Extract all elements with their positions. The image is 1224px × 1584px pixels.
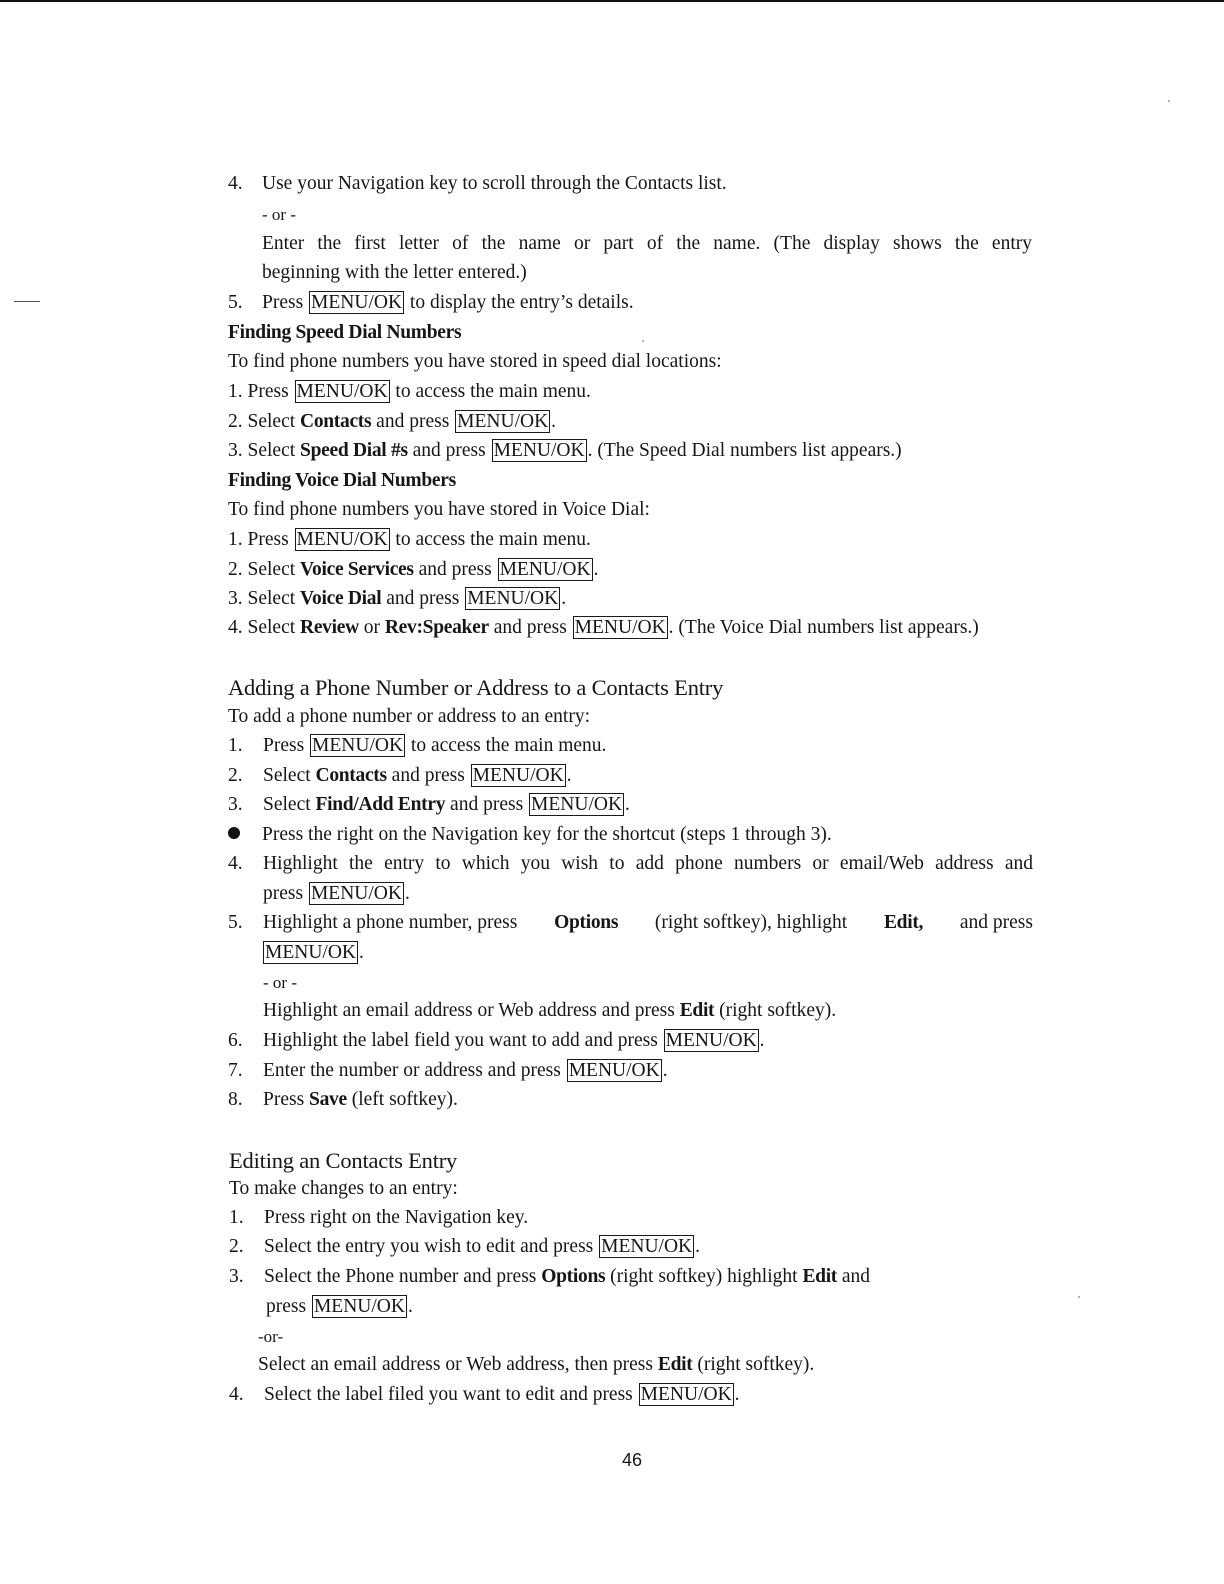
step-text: or	[363, 617, 380, 638]
menu-term: Find/Add Entry	[315, 794, 446, 815]
adding-step-1	[228, 734, 606, 758]
voice-dial-step-4	[228, 616, 979, 640]
adding-step-5-cont: MENU/OK .	[265, 942, 364, 963]
step-number: 5.	[228, 292, 243, 313]
menu-ok-key: MENU/OK	[601, 1236, 693, 1257]
scan-speck	[1168, 100, 1170, 102]
adding-shortcut-bullet	[228, 823, 832, 847]
step-4-line	[228, 172, 727, 196]
menu-ok-key: MENU/OK	[574, 617, 666, 638]
adding-step-5	[228, 911, 1033, 935]
step-number: 2.	[228, 765, 243, 786]
step-text: Highlight an email address or Web address and press	[263, 1000, 675, 1021]
adding-step-6: 6. Highlight the label field you want to add and press MENU/OK .	[228, 1030, 765, 1051]
step-text: 4. Select	[228, 617, 296, 638]
step-text: and press	[450, 794, 524, 815]
menu-term: Speed Dial #s	[300, 440, 408, 461]
menu-term: Options	[541, 1266, 606, 1287]
speed-dial-intro: To find phone numbers you have stored in speed dial locations:	[228, 351, 722, 372]
menu-term: Contacts	[315, 765, 387, 786]
menu-term: Review	[300, 617, 359, 638]
speed-dial-step-2: 2. Select Contacts and press MENU/OK .	[228, 411, 557, 432]
speed-dial-step-1	[228, 380, 591, 404]
menu-ok-key: MENU/OK	[640, 1384, 732, 1405]
speed-dial-step-3	[228, 439, 902, 463]
menu-term: Edit	[657, 1354, 693, 1375]
step-5-line	[228, 291, 634, 315]
menu-ok-key: MENU/OK	[313, 1296, 405, 1317]
step-text: to display the entry’s details.	[409, 292, 634, 313]
voice-dial-step-3: 3. Select Voice Dial and press MENU/OK .	[228, 588, 567, 609]
menu-ok-key: MENU/OK	[296, 529, 388, 550]
menu-ok-key: MENU/OK	[531, 794, 623, 815]
step-text: Press	[262, 292, 304, 313]
step-4-alt-line-1: Enter the first letter of the name or part of the name. (The display shows the entry	[262, 233, 1032, 254]
menu-ok-key: MENU/OK	[312, 735, 404, 756]
adding-step-8	[228, 1088, 458, 1112]
page-top-border	[0, 0, 1224, 2]
menu-ok-key: MENU/OK	[568, 1060, 660, 1081]
voice-dial-step-1	[228, 528, 591, 552]
step-text: Highlight the label field you want to add and press	[263, 1030, 658, 1051]
margin-mark	[14, 301, 40, 302]
editing-step-2: 2. Select the entry you wish to edit and press MENU/OK .	[229, 1236, 701, 1257]
step-text: Press the right on the Navigation key for the shortcut (steps 1 through 3).	[262, 824, 832, 845]
step-number: 1.	[228, 735, 243, 756]
voice-dial-intro: To find phone numbers you have stored in Voice Dial:	[228, 499, 650, 520]
page-number: 46	[622, 1450, 643, 1470]
menu-term: Edit	[679, 1000, 715, 1021]
or-separator: - or -	[262, 205, 296, 224]
step-text: Highlight a phone number, press	[263, 912, 518, 933]
menu-ok-key: MENU/OK	[467, 588, 559, 609]
step-number: 4.	[228, 173, 243, 194]
adding-step-4	[228, 852, 1033, 876]
editing-step-3-alt	[258, 1353, 814, 1377]
step-text: and press	[493, 617, 567, 638]
step-text: and press	[959, 912, 1033, 933]
menu-ok-key: MENU/OK	[311, 292, 403, 313]
adding-step-5-alt	[263, 999, 836, 1023]
adding-step-3: 3. Select Find/Add Entry and press MENU/OK .	[228, 794, 630, 815]
step-text: Select	[263, 765, 311, 786]
menu-ok-key: MENU/OK	[457, 411, 549, 432]
menu-ok-key: MENU/OK	[265, 942, 356, 963]
step-5-justified	[263, 911, 1033, 935]
menu-term: Contacts	[300, 411, 372, 432]
step-text: Select the label filed you want to edit and press	[264, 1384, 633, 1405]
step-text: Select an email address or Web address, then press	[258, 1354, 653, 1375]
step-text: . (The Voice Dial numbers list appears.)	[668, 617, 979, 638]
or-separator: - or -	[263, 973, 297, 992]
editing-step-3-cont: press MENU/OK .	[266, 1296, 413, 1317]
editing-intro: To make changes to an entry:	[229, 1178, 458, 1199]
step-text: Enter the number or address and press	[263, 1060, 561, 1081]
menu-ok-key: MENU/OK	[499, 559, 591, 580]
menu-ok-key: MENU/OK	[296, 381, 388, 402]
editing-step-1	[229, 1206, 528, 1230]
step-text: 1. Press	[228, 529, 289, 550]
step-text: 3. Select	[228, 440, 296, 461]
bullet-icon	[228, 827, 240, 839]
step-4-alt-line-2: beginning with the letter entered.)	[262, 262, 527, 283]
adding-step-7: 7. Enter the number or address and press MENU/OK .	[228, 1060, 668, 1081]
scan-speck	[1078, 1296, 1080, 1298]
step-text: and press	[391, 765, 465, 786]
menu-term: Edit	[802, 1266, 838, 1287]
adding-section-title: Adding a Phone Number or Address to a Contacts Entry	[228, 675, 724, 700]
step-text: 3. Select	[228, 588, 296, 609]
step-text: press	[266, 1296, 307, 1317]
step-text: . (The Speed Dial numbers list appears.)	[587, 440, 902, 461]
step-number: 4.	[229, 1384, 244, 1405]
step-text: (right softkey) highlight	[610, 1266, 798, 1287]
menu-ok-key: MENU/OK	[665, 1030, 757, 1051]
adding-step-2: 2. Select Contacts and press MENU/OK .	[228, 765, 572, 786]
step-number: 5.	[228, 912, 243, 933]
voice-dial-step-2: 2. Select Voice Services and press MENU/OK .	[228, 559, 599, 580]
step-number: 4.	[228, 853, 243, 874]
speed-dial-heading: Finding Speed Dial Numbers	[228, 322, 462, 343]
menu-ok-key: MENU/OK	[493, 440, 585, 461]
step-number: 3.	[228, 794, 243, 815]
step-text: Press	[263, 1089, 305, 1110]
step-text: to access the main menu.	[395, 381, 591, 402]
voice-dial-heading: Finding Voice Dial Numbers	[228, 470, 456, 491]
step-text: 2. Select	[228, 411, 296, 432]
editing-section-title: Editing an Contacts Entry	[229, 1148, 458, 1173]
step-text: Press	[263, 735, 305, 756]
step-text: (right softkey).	[697, 1354, 815, 1375]
step-text: and press	[412, 440, 486, 461]
step-text: Select the entry you wish to edit and press	[264, 1236, 594, 1257]
scan-speck	[642, 340, 644, 342]
step-text: 2. Select	[228, 559, 296, 580]
step-number: 2.	[229, 1236, 244, 1257]
step-text: Use your Navigation key to scroll through the Contacts list.	[262, 173, 727, 194]
step-text: Highlight the entry to which you wish to add phone numbers or email/Web address and	[263, 853, 1033, 874]
menu-ok-key: MENU/OK	[472, 765, 564, 786]
step-text: (right softkey).	[719, 1000, 837, 1021]
step-number: 1.	[229, 1207, 244, 1228]
adding-intro: To add a phone number or address to an entry:	[228, 706, 590, 727]
menu-term: Options	[554, 912, 619, 933]
step-text: and press	[376, 411, 450, 432]
step-number: 7.	[228, 1060, 243, 1081]
step-number: 8.	[228, 1089, 243, 1110]
or-separator: -or-	[258, 1327, 284, 1346]
step-text: (right softkey), highlight	[654, 912, 848, 933]
step-text: and press	[386, 588, 460, 609]
step-text: to access the main menu.	[395, 529, 591, 550]
step-text: Select	[263, 794, 311, 815]
step-text: Select the Phone number and press	[264, 1266, 537, 1287]
adding-step-4-cont: press MENU/OK .	[263, 883, 410, 904]
menu-term: Edit,	[883, 912, 924, 933]
step-number: 3.	[229, 1266, 244, 1287]
menu-term: Voice Services	[300, 559, 414, 580]
menu-term: Rev:Speaker	[384, 617, 489, 638]
menu-term: Voice Dial	[300, 588, 382, 609]
step-text: and	[841, 1266, 871, 1287]
step-text: 1. Press	[228, 381, 289, 402]
step-text: and press	[418, 559, 492, 580]
menu-ok-key: MENU/OK	[310, 883, 402, 904]
step-number: 6.	[228, 1030, 243, 1051]
editing-step-4: 4. Select the label filed you want to edit and press MENU/OK .	[229, 1384, 740, 1405]
editing-step-3	[229, 1265, 870, 1289]
step-text: (left softkey).	[351, 1089, 458, 1110]
menu-term: Save	[309, 1089, 347, 1110]
step-text: press	[263, 883, 304, 904]
step-text: to access the main menu.	[410, 735, 607, 756]
step-text: Press right on the Navigation key.	[264, 1207, 529, 1228]
